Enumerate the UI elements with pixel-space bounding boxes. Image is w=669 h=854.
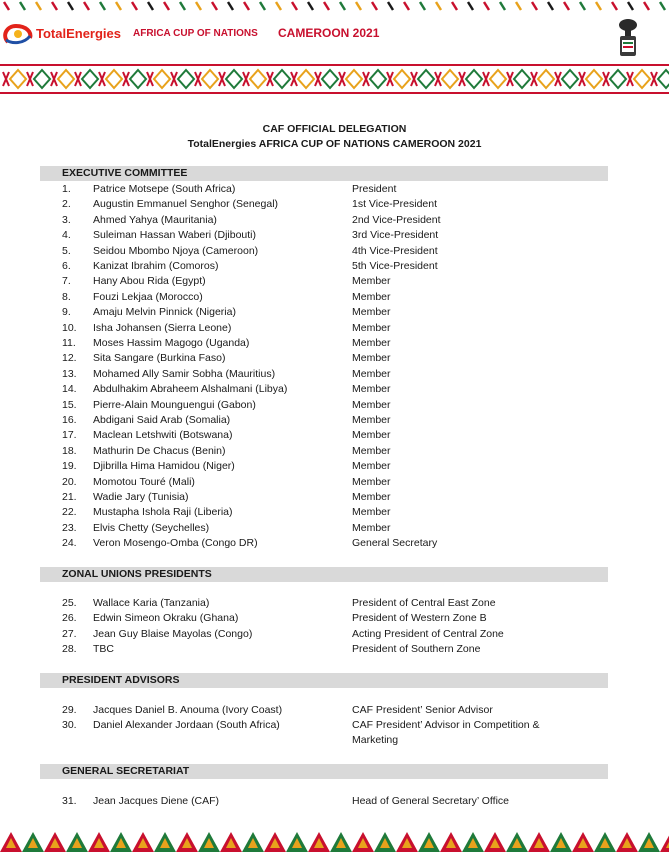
delegate-name: Suleiman Hassan Waberi (Djibouti) (93, 229, 257, 242)
delegate-role: Member (352, 444, 391, 457)
pattern-cross (147, 72, 153, 86)
pattern-diamond (394, 70, 410, 88)
pattern-diamond (154, 70, 170, 88)
pattern-diamond (178, 70, 194, 88)
pattern-tick (68, 2, 73, 10)
pattern-cross (627, 72, 633, 86)
list-item (40, 274, 620, 289)
pattern-tick (372, 2, 377, 10)
list-item (40, 536, 620, 551)
pattern-tick (52, 2, 57, 10)
delegate-role: CAF President’ Senior Advisor (352, 704, 493, 716)
delegate-name: Mohamed Ally Samir Sobha (Mauritius) (93, 367, 276, 380)
pattern-cross (123, 72, 129, 86)
pattern-tick (532, 2, 537, 10)
pattern-tick (4, 2, 9, 10)
delegate-role: Member (352, 460, 391, 473)
pattern-tick (228, 2, 233, 10)
delegate-role: Acting President of Central Zone (352, 627, 504, 640)
delegate-name: Amaju Melvin Pinnick (Nigeria) (93, 306, 236, 319)
pattern-tick (340, 2, 345, 10)
list-item (40, 475, 620, 490)
pattern-tick (388, 2, 393, 10)
delegate-name: Momotou Touré (Mali) (93, 475, 195, 488)
delegate-name: Jean Jacques Diene (CAF) (93, 795, 220, 807)
pattern-tick (180, 2, 185, 10)
delegate-role: Member (352, 337, 391, 349)
delegate-name: Pierre-Alain Mounguengui (Gabon) (93, 398, 256, 411)
delegate-name: Isha Johansen (Sierra Leone) (93, 321, 232, 334)
list-item (40, 367, 620, 382)
list-item (40, 490, 620, 505)
pattern-triangle (660, 832, 669, 852)
list-item (40, 398, 620, 413)
delegate-role: Member (352, 275, 391, 288)
pattern-cross (267, 72, 273, 86)
list-item (40, 596, 620, 611)
delegate-name: Djibrilla Hima Hamidou (Niger) (93, 460, 235, 473)
section-header-zonal-unions: ZONAL UNIONS PRESIDENTS (40, 567, 608, 582)
pattern-tick (468, 2, 473, 10)
item-number: 11. (62, 337, 76, 349)
pattern-diamond (58, 70, 74, 88)
pattern-tick (452, 2, 457, 10)
delegate-role: Member (352, 290, 391, 303)
item-number: 23. (62, 521, 77, 534)
pattern-cross (579, 72, 585, 86)
pattern-tick (116, 2, 121, 10)
pattern-cross (363, 72, 369, 86)
tournament-name: AFRICA CUP OF NATIONS (133, 28, 258, 39)
delegate-role: Member (352, 475, 391, 488)
pattern-cross (459, 72, 465, 86)
pattern-cross (27, 72, 33, 86)
delegate-role: Member (352, 367, 391, 380)
delegate-role: President of Central East Zone (352, 597, 496, 609)
list-item (40, 244, 620, 259)
list-item (40, 305, 620, 320)
pattern-diamond (346, 70, 362, 88)
pattern-tick (516, 2, 521, 10)
delegate-name: Veron Mosengo-Omba (Congo DR) (93, 537, 258, 550)
pattern-tick (100, 2, 105, 10)
delegate-name: TBC (93, 643, 114, 656)
delegate-name: Abdulhakim Abraheem Alshalmani (Libya) (93, 383, 288, 396)
pattern-diamond (490, 70, 506, 88)
list-item (40, 794, 620, 809)
pattern-diamond (370, 70, 386, 88)
item-number: 30. (62, 719, 77, 732)
pattern-diamond (34, 70, 50, 88)
item-number: 4. (62, 229, 71, 242)
list-item (40, 459, 620, 474)
pattern-cross (315, 72, 321, 86)
pattern-tick (36, 2, 41, 10)
item-number: 16. (62, 414, 77, 426)
pattern-diamond (514, 70, 530, 88)
pattern-tick (628, 2, 633, 10)
pattern-tick (580, 2, 585, 10)
pattern-diamond (298, 70, 314, 88)
pattern-tick (484, 2, 489, 10)
pattern-cross (51, 72, 57, 86)
pattern-tick (564, 2, 569, 10)
delegate-name: Daniel Alexander Jordaan (South Africa) (93, 719, 280, 732)
pattern-tick (596, 2, 601, 10)
item-number: 14. (62, 383, 77, 396)
pattern-cross (291, 72, 297, 86)
section-header-general-secretariat: GENERAL SECRETARIAT (40, 764, 608, 779)
item-number: 21. (62, 491, 77, 503)
header-banner (0, 14, 669, 58)
delegate-name: Edwin Simeon Okraku (Ghana) (93, 612, 239, 625)
pattern-tick (612, 2, 617, 10)
delegate-role: Head of General Secretary’ Office (352, 795, 509, 807)
item-number: 27. (62, 627, 77, 640)
pattern-cross (555, 72, 561, 86)
pattern-diamond (586, 70, 602, 88)
delegate-role: President (352, 183, 397, 195)
delegate-role: Member (352, 491, 391, 503)
pattern-tick (324, 2, 329, 10)
list-item (40, 182, 620, 197)
top-decorative-border (0, 0, 669, 14)
delegate-role: 2nd Vice-President (352, 213, 441, 226)
list-item (40, 290, 620, 305)
list-item (40, 197, 620, 212)
item-number: 5. (62, 244, 71, 257)
list-item (40, 228, 620, 243)
pattern-tick (356, 2, 361, 10)
pattern-tick (212, 2, 217, 10)
delegate-name: Moses Hassim Magogo (Uganda) (93, 337, 250, 349)
delegate-role: Member (352, 521, 391, 534)
list-item (40, 627, 620, 642)
delegate-role: Member (352, 321, 391, 334)
pattern-cross (387, 72, 393, 86)
pattern-cross (243, 72, 249, 86)
pattern-tick (660, 2, 665, 10)
item-number: 26. (62, 612, 77, 625)
pattern-cross (483, 72, 489, 86)
delegate-name: Ahmed Yahya (Mauritania) (93, 213, 217, 226)
pattern-diamond (274, 70, 290, 88)
delegate-name: Augustin Emmanuel Senghor (Senegal) (93, 198, 279, 211)
delegate-role: 5th Vice-President (352, 260, 438, 272)
item-number: 15. (62, 398, 77, 411)
list-item (40, 351, 620, 366)
list-item (40, 505, 620, 520)
item-number: 3. (62, 213, 71, 226)
list-item (40, 521, 620, 536)
item-number: 24. (62, 537, 77, 550)
delegate-name: Abdigani Said Arab (Somalia) (93, 414, 231, 426)
item-number: 25. (62, 597, 77, 609)
trophy-logo-icon (616, 18, 640, 58)
pattern-cross (339, 72, 345, 86)
pattern-cross (75, 72, 81, 86)
item-number: 17. (62, 429, 77, 442)
pattern-tick (132, 2, 137, 10)
item-number: 18. (62, 444, 77, 457)
delegate-name: Fouzi Lekjaa (Morocco) (93, 290, 203, 303)
pattern-diamond (562, 70, 578, 88)
delegate-name: Wallace Karia (Tanzania) (93, 597, 210, 609)
delegate-name: Kanizat Ibrahim (Comoros) (93, 260, 219, 272)
section-header-president-advisors: PRESIDENT ADVISORS (40, 673, 608, 688)
delegate-name: Wadie Jary (Tunisia) (93, 491, 189, 503)
item-number: 13. (62, 367, 77, 380)
delegate-role: President of Western Zone B (352, 612, 487, 625)
tournament-edition: CAMEROON 2021 (278, 26, 380, 40)
pattern-tick (260, 2, 265, 10)
item-number: 10. (62, 321, 77, 334)
pattern-diamond (658, 70, 669, 88)
pattern-tick (644, 2, 649, 10)
pattern-cross (171, 72, 177, 86)
pattern-cross (3, 72, 9, 86)
pattern-tick (276, 2, 281, 10)
pattern-tick (84, 2, 89, 10)
document-subtitle: TotalEnergies AFRICA CUP OF NATIONS CAMEROON 2021 (187, 138, 482, 150)
delegate-role: General Secretary (352, 537, 438, 550)
pattern-diamond (610, 70, 626, 88)
delegate-role: Member (352, 414, 391, 426)
item-number: 31. (62, 795, 77, 807)
list-item (40, 336, 620, 351)
pattern-tick (196, 2, 201, 10)
pattern-diamond (250, 70, 266, 88)
delegate-name: Patrice Motsepe (South Africa) (93, 183, 236, 195)
item-number: 22. (62, 506, 77, 519)
list-item (40, 321, 620, 336)
bottom-decorative-border (0, 826, 669, 854)
section-header-executive-committee: EXECUTIVE COMMITTEE (40, 166, 608, 181)
pattern-diamond (82, 70, 98, 88)
delegate-role: Member (352, 429, 391, 442)
item-number: 8. (62, 290, 71, 303)
item-number: 6. (62, 260, 71, 272)
list-item (40, 611, 620, 626)
delegate-name: Seidou Mbombo Njoya (Cameroon) (93, 244, 259, 257)
delegate-role: Member (352, 506, 391, 519)
delegate-name: Mathurin De Chacus (Benin) (93, 444, 226, 457)
delegate-name: Hany Abou Rida (Egypt) (93, 275, 206, 288)
delegate-name: Mustapha Ishola Raji (Liberia) (93, 506, 233, 519)
pattern-tick (404, 2, 409, 10)
pattern-cross (219, 72, 225, 86)
pattern-diamond (130, 70, 146, 88)
pattern-cross (435, 72, 441, 86)
pattern-diamond (466, 70, 482, 88)
pattern-diamond (538, 70, 554, 88)
pattern-cross (651, 72, 657, 86)
pattern-diamond (634, 70, 650, 88)
pattern-diamond (418, 70, 434, 88)
brand-name: TotalEnergies (36, 26, 122, 41)
decorative-pattern-band (0, 64, 669, 94)
pattern-cross (507, 72, 513, 86)
item-number: 7. (62, 275, 71, 288)
pattern-tick (20, 2, 25, 10)
item-number: 12. (62, 352, 77, 365)
pattern-diamond (202, 70, 218, 88)
delegate-role: President of Southern Zone (352, 643, 481, 656)
pattern-diamond (226, 70, 242, 88)
list-item (40, 444, 620, 459)
pattern-diamond (442, 70, 458, 88)
pattern-tick (436, 2, 441, 10)
item-number: 1. (62, 183, 71, 195)
item-number: 28. (62, 643, 77, 656)
delegate-role: 3rd Vice-President (352, 229, 439, 242)
pattern-cross (195, 72, 201, 86)
pattern-diamond (10, 70, 26, 88)
delegate-name: Maclean Letshwiti (Botswana) (93, 429, 233, 442)
delegate-role: 4th Vice-President (352, 244, 438, 257)
item-number: 9. (62, 306, 71, 319)
list-item (40, 428, 620, 443)
delegate-role: 1st Vice-President (352, 198, 438, 211)
pattern-tick (148, 2, 153, 10)
pattern-tick (164, 2, 169, 10)
list-item (40, 703, 620, 718)
delegate-role: Member (352, 352, 391, 365)
delegate-role-continued: Marketing (352, 734, 399, 747)
pattern-tick (548, 2, 553, 10)
pattern-cross (531, 72, 537, 86)
pattern-tick (308, 2, 313, 10)
item-number: 29. (62, 704, 77, 716)
pattern-tick (292, 2, 297, 10)
list-item (40, 718, 620, 747)
delegate-role: CAF President’ Advisor in Competition & (352, 719, 540, 732)
pattern-tick (420, 2, 425, 10)
delegate-name: Elvis Chetty (Seychelles) (93, 521, 210, 534)
item-number: 20. (62, 475, 77, 488)
delegate-role: Member (352, 398, 391, 411)
pattern-tick (500, 2, 505, 10)
pattern-diamond (106, 70, 122, 88)
totalenergies-logo-icon (0, 22, 36, 46)
list-item (40, 213, 620, 228)
list-item (40, 382, 620, 397)
list-item (40, 642, 620, 657)
delegate-name: Jacques Daniel B. Anouma (Ivory Coast) (93, 704, 283, 716)
pattern-diamond (322, 70, 338, 88)
pattern-cross (99, 72, 105, 86)
delegate-role: Member (352, 383, 391, 396)
list-item (40, 413, 620, 428)
delegate-role: Member (352, 306, 391, 319)
delegate-name: Jean Guy Blaise Mayolas (Congo) (93, 627, 253, 640)
pattern-tick (244, 2, 249, 10)
document-title: CAF OFFICIAL DELEGATION (262, 123, 407, 135)
delegate-name: Sita Sangare (Burkina Faso) (93, 352, 226, 365)
item-number: 2. (62, 198, 71, 211)
pattern-cross (603, 72, 609, 86)
list-item (40, 259, 620, 274)
pattern-cross (411, 72, 417, 86)
item-number: 19. (62, 460, 77, 473)
